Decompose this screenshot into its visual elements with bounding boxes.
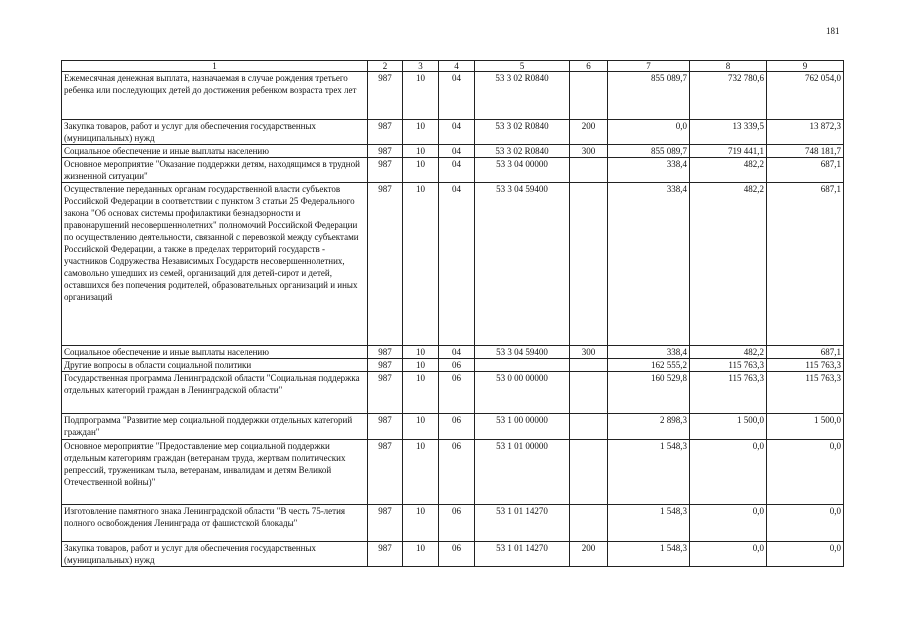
row-value-9: 762 054,0 — [767, 72, 844, 120]
table-row — [62, 72, 844, 120]
row-description: Ежемесячная денежная выплата, назначаемая в случае рождения третьего ребенка или последующих детей до достижения ребенком возраста трех лет — [62, 72, 368, 120]
row-value-9: 687,1 — [767, 183, 844, 346]
row-value-8: 719 441,1 — [690, 145, 767, 158]
row-value-7: 160 529,8 — [608, 372, 690, 414]
row-value-7: 338,4 — [608, 158, 690, 183]
row-code-2: 987 — [368, 542, 403, 567]
row-value-7: 855 089,7 — [608, 145, 690, 158]
row-code-3: 10 — [403, 359, 439, 372]
row-description: Государственная программа Ленинградской области "Социальная поддержка отдельных категорий граждан в Ленинградской области" — [62, 372, 368, 414]
row-code-4: 06 — [439, 414, 475, 440]
row-code-4: 04 — [439, 120, 475, 145]
row-code-6 — [570, 183, 608, 346]
row-code-5: 53 3 04 00000 — [475, 158, 570, 183]
row-code-3: 10 — [403, 414, 439, 440]
row-value-7: 1 548,3 — [608, 505, 690, 542]
row-value-7: 338,4 — [608, 183, 690, 346]
row-value-9: 0,0 — [767, 542, 844, 567]
row-code-3: 10 — [403, 183, 439, 346]
table-row — [62, 372, 844, 414]
table-row — [62, 158, 844, 183]
row-code-4: 06 — [439, 542, 475, 567]
row-description: Закупка товаров, работ и услуг для обеспечения государственных (муниципальных) нужд — [62, 542, 368, 567]
row-value-7: 2 898,3 — [608, 414, 690, 440]
header-cell: 1 — [62, 61, 368, 72]
row-value-9: 687,1 — [767, 158, 844, 183]
row-code-5: 53 3 04 59400 — [475, 183, 570, 346]
row-value-9: 0,0 — [767, 505, 844, 542]
row-code-6 — [570, 158, 608, 183]
row-value-8: 482,2 — [690, 158, 767, 183]
table-row — [62, 183, 844, 346]
row-code-2: 987 — [368, 359, 403, 372]
row-value-9: 687,1 — [767, 346, 844, 359]
row-description: Основное мероприятие "Предоставление мер социальной поддержки отдельным категориям граждан (ветеранам труда, жертвам политических репрессий, труженикам тыла, ветеранам, инвалидам и детям Великой Отечественной войны)" — [62, 440, 368, 505]
row-code-2: 987 — [368, 183, 403, 346]
header-cell: 4 — [439, 61, 475, 72]
row-value-8: 482,2 — [690, 183, 767, 346]
row-code-2: 987 — [368, 158, 403, 183]
row-description: Подпрограмма "Развитие мер социальной поддержки отдельных категорий граждан" — [62, 414, 368, 440]
row-code-3: 10 — [403, 346, 439, 359]
row-code-4: 06 — [439, 440, 475, 505]
row-code-6 — [570, 440, 608, 505]
budget-table — [61, 60, 844, 567]
row-code-2: 987 — [368, 414, 403, 440]
row-description: Другие вопросы в области социальной политики — [62, 359, 368, 372]
row-value-9: 115 763,3 — [767, 372, 844, 414]
header-row — [62, 61, 844, 72]
row-code-2: 987 — [368, 145, 403, 158]
table-row — [62, 346, 844, 359]
row-code-3: 10 — [403, 505, 439, 542]
row-value-7: 162 555,2 — [608, 359, 690, 372]
row-code-3: 10 — [403, 440, 439, 505]
table-row — [62, 414, 844, 440]
header-cell: 5 — [475, 61, 570, 72]
row-description: Социальное обеспечение и иные выплаты населению — [62, 346, 368, 359]
row-value-7: 338,4 — [608, 346, 690, 359]
row-code-5 — [475, 359, 570, 372]
row-value-8: 115 763,3 — [690, 359, 767, 372]
header-cell: 2 — [368, 61, 403, 72]
row-code-4: 04 — [439, 145, 475, 158]
row-code-4: 06 — [439, 505, 475, 542]
row-code-5: 53 1 01 00000 — [475, 440, 570, 505]
row-value-9: 115 763,3 — [767, 359, 844, 372]
row-code-6: 200 — [570, 542, 608, 567]
table-row — [62, 505, 844, 542]
row-description: Изготовление памятного знака Ленинградской области "В честь 75-летия полного освобождения Ленинграда от фашистской блокады" — [62, 505, 368, 542]
row-code-5: 53 0 00 00000 — [475, 372, 570, 414]
row-code-5: 53 1 00 00000 — [475, 414, 570, 440]
row-code-5: 53 3 02 R0840 — [475, 72, 570, 120]
row-code-6 — [570, 372, 608, 414]
row-code-5: 53 3 02 R0840 — [475, 120, 570, 145]
row-code-3: 10 — [403, 145, 439, 158]
row-code-5: 53 1 01 14270 — [475, 505, 570, 542]
row-code-5: 53 1 01 14270 — [475, 542, 570, 567]
row-code-4: 04 — [439, 183, 475, 346]
table-row — [62, 120, 844, 145]
table-row — [62, 359, 844, 372]
row-value-7: 1 548,3 — [608, 542, 690, 567]
row-code-6: 300 — [570, 346, 608, 359]
row-value-8: 13 339,5 — [690, 120, 767, 145]
row-code-2: 987 — [368, 120, 403, 145]
header-cell: 9 — [767, 61, 844, 72]
row-code-2: 987 — [368, 372, 403, 414]
row-value-9: 0,0 — [767, 440, 844, 505]
table-row — [62, 542, 844, 567]
row-code-6: 200 — [570, 120, 608, 145]
row-code-4: 04 — [439, 158, 475, 183]
row-code-4: 06 — [439, 372, 475, 414]
row-code-4: 04 — [439, 72, 475, 120]
row-code-2: 987 — [368, 505, 403, 542]
row-code-3: 10 — [403, 72, 439, 120]
row-value-7: 0,0 — [608, 120, 690, 145]
row-code-2: 987 — [368, 440, 403, 505]
table-row — [62, 145, 844, 158]
row-value-8: 0,0 — [690, 505, 767, 542]
table-row — [62, 440, 844, 505]
row-code-6 — [570, 359, 608, 372]
row-code-3: 10 — [403, 158, 439, 183]
row-code-5: 53 3 04 59400 — [475, 346, 570, 359]
header-cell: 8 — [690, 61, 767, 72]
row-code-4: 06 — [439, 359, 475, 372]
row-code-3: 10 — [403, 120, 439, 145]
row-code-6 — [570, 414, 608, 440]
row-value-9: 748 181,7 — [767, 145, 844, 158]
header-cell: 3 — [403, 61, 439, 72]
row-code-3: 10 — [403, 372, 439, 414]
row-value-8: 115 763,3 — [690, 372, 767, 414]
row-value-8: 0,0 — [690, 542, 767, 567]
row-code-6 — [570, 505, 608, 542]
row-description: Закупка товаров, работ и услуг для обеспечения государственных (муниципальных) нужд — [62, 120, 368, 145]
row-value-8: 482,2 — [690, 346, 767, 359]
row-code-5: 53 3 02 R0840 — [475, 145, 570, 158]
row-code-3: 10 — [403, 542, 439, 567]
row-code-4: 04 — [439, 346, 475, 359]
row-value-8: 1 500,0 — [690, 414, 767, 440]
row-value-9: 1 500,0 — [767, 414, 844, 440]
row-code-2: 987 — [368, 72, 403, 120]
page-number: 181 — [826, 26, 840, 36]
row-description: Осуществление переданных органам государственной власти субъектов Российской Федерации в соответствии с пунктом 3 статьи 25 Федерального закона "Об основах системы профилактики безнадзорности и правонарушений несовершеннолетних" полномочий Российской Федерации по осуществлению деятельности, связанной с перевозкой между субъектами Российской Федерации, а также в пределах территорий государств - участников Содружества Независимых Государств несовершеннолетних, самовольно ушедших из семей, организаций для детей-сирот и детей, оставшихся без попечения родителей, образовательных организаций и иных организаций — [62, 183, 368, 346]
row-description: Основное мероприятие "Оказание поддержки детям, находящимся в трудной жизненной ситуации" — [62, 158, 368, 183]
row-value-8: 732 780,6 — [690, 72, 767, 120]
row-value-8: 0,0 — [690, 440, 767, 505]
row-code-2: 987 — [368, 346, 403, 359]
row-code-6: 300 — [570, 145, 608, 158]
row-code-6 — [570, 72, 608, 120]
header-cell: 7 — [608, 61, 690, 72]
row-description: Социальное обеспечение и иные выплаты населению — [62, 145, 368, 158]
row-value-7: 1 548,3 — [608, 440, 690, 505]
row-value-9: 13 872,3 — [767, 120, 844, 145]
row-value-7: 855 089,7 — [608, 72, 690, 120]
header-cell: 6 — [570, 61, 608, 72]
